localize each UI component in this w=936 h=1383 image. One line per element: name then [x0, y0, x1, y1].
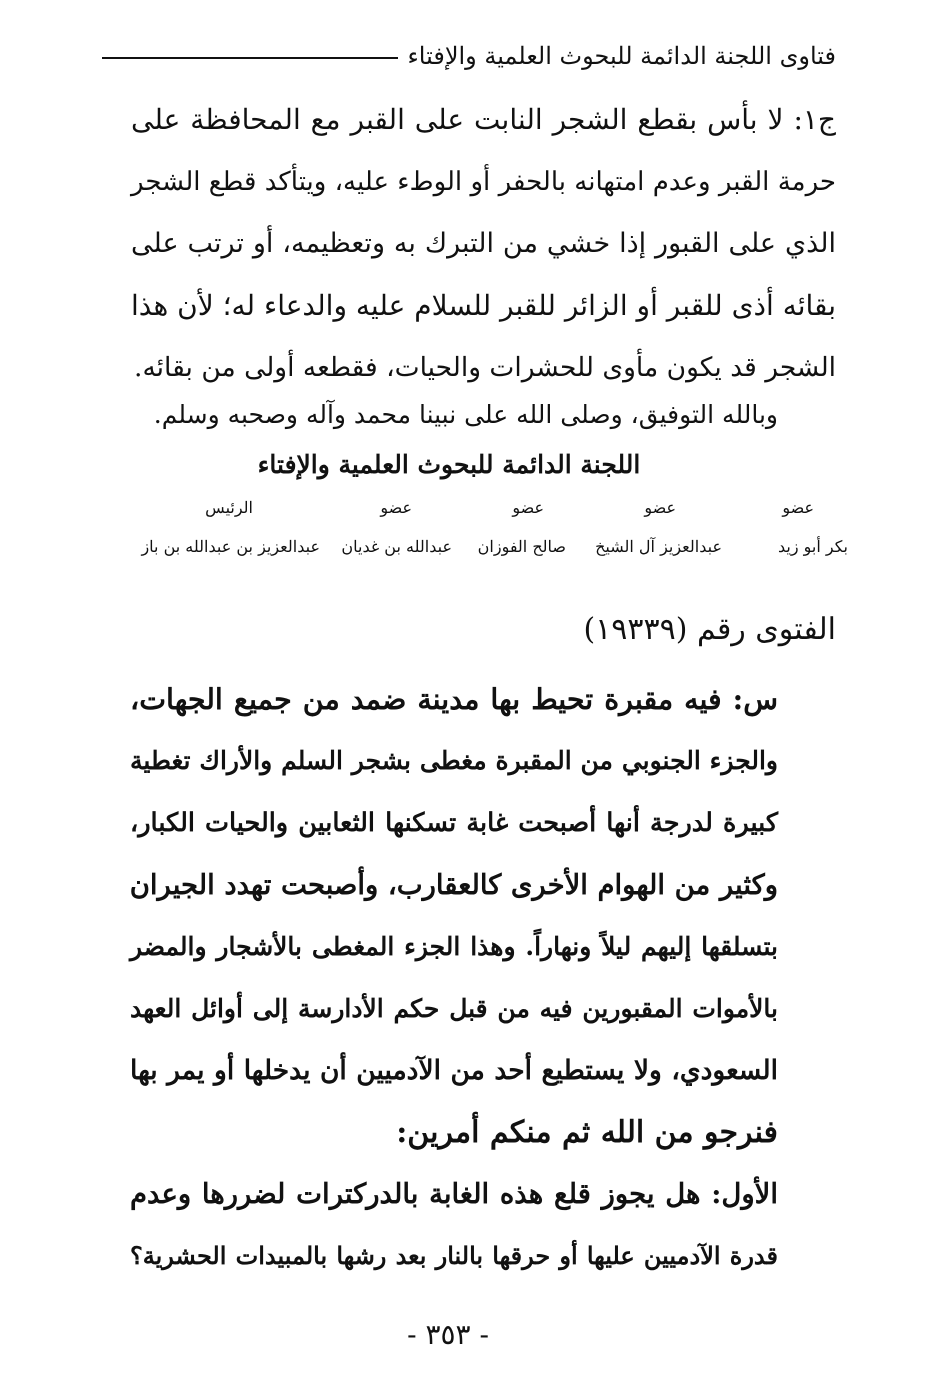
question-line: كبيرة لدرجة أنها أصبحت غابة تسكنها الثعابين والحيات الكبار،	[130, 808, 778, 838]
member-name: بكر أبو زيد	[777, 537, 848, 556]
page-number: - ٣٥٣ -	[407, 1318, 489, 1351]
question-line: السعودي، ولا يستطيع أحد من الآدميين أن يدخلها أو يمر بها	[130, 1055, 778, 1086]
member-name: صالح الفوزان	[477, 537, 566, 556]
answer-line: بقائه أذى للقبر أو الزائر للقبر للسلام عليه والدعاء له؛ لأن هذا	[131, 289, 836, 322]
member-name: عبدالله بن غديان	[341, 537, 452, 556]
member-role: عضو	[380, 498, 412, 517]
signature-names-row	[102, 537, 848, 561]
answer-paragraph	[131, 89, 836, 399]
first-question-paragraph	[130, 1163, 778, 1287]
answer-line: الشجر قد يكون مأوى للحشرات والحيات، فقطعه أولى من بقائه.	[134, 352, 836, 383]
header-title: فتاوى اللجنة الدائمة للبحوث العلمية والإفتاء	[407, 42, 836, 70]
president-role: الرئيس	[205, 498, 253, 517]
answer-line: الذي على القبور إذا خشي من التبرك به وتعظيمه، أو ترتب على	[131, 228, 836, 259]
member-name: عبدالعزيز آل الشيخ	[595, 537, 722, 556]
signature-roles-row	[102, 498, 836, 522]
first-question-line: الأول: هل يجوز قلع هذه الغابة بالدركترات لضررها وعدم	[130, 1178, 778, 1210]
answer-line: ج١: لا بأس بقطع الشجر النابت على القبر مع المحافظة على	[131, 103, 836, 136]
question-line: بالأموات المقبورين فيه من قبل حكم الأدارسة إلى أوائل العهد	[130, 994, 778, 1023]
member-role: عضو	[644, 498, 676, 517]
question-line: والجزء الجنوبي من المقبرة مغطى بشجر السلم والأراك تغطية	[130, 746, 778, 775]
closing-formula: وبالله التوفيق، وصلى الله على نبينا محمد وآله وصحبه وسلم.	[153, 400, 778, 429]
member-role: عضو	[782, 498, 814, 517]
president-name: عبدالعزيز بن عبدالله بن باز	[141, 537, 320, 556]
question-line: بتسلقها إليهم ليلاً ونهاراً. وهذا الجزء المغطى بالأشجار والمضر	[130, 932, 778, 961]
question-line: فنرجو من الله ثم منكم أمرين:	[396, 1115, 778, 1150]
question-line: وكثير من الهوام الأخرى كالعقارب، وأصبحت تهدد الجيران	[129, 869, 778, 901]
question-paragraph	[130, 668, 778, 1164]
member-role: عضو	[512, 498, 544, 517]
first-question-line: قدرة الآدميين عليها أو حرقها بالنار بعد رشها بالمبيدات الحشرية؟	[130, 1241, 778, 1270]
question-line: س: فيه مقبرة تحيط بها مدينة ضمد من جميع الجهات،	[130, 682, 778, 716]
fatwa-number: الفتوى رقم (١٩٣٣٩)	[583, 612, 836, 647]
header-rule	[102, 57, 398, 59]
running-header	[102, 36, 836, 76]
committee-heading: اللجنة الدائمة للبحوث العلمية والإفتاء	[257, 450, 641, 479]
answer-line: حرمة القبر وعدم امتهانه بالحفر أو الوطء عليه، ويتأكد قطع الشجر	[131, 167, 836, 197]
